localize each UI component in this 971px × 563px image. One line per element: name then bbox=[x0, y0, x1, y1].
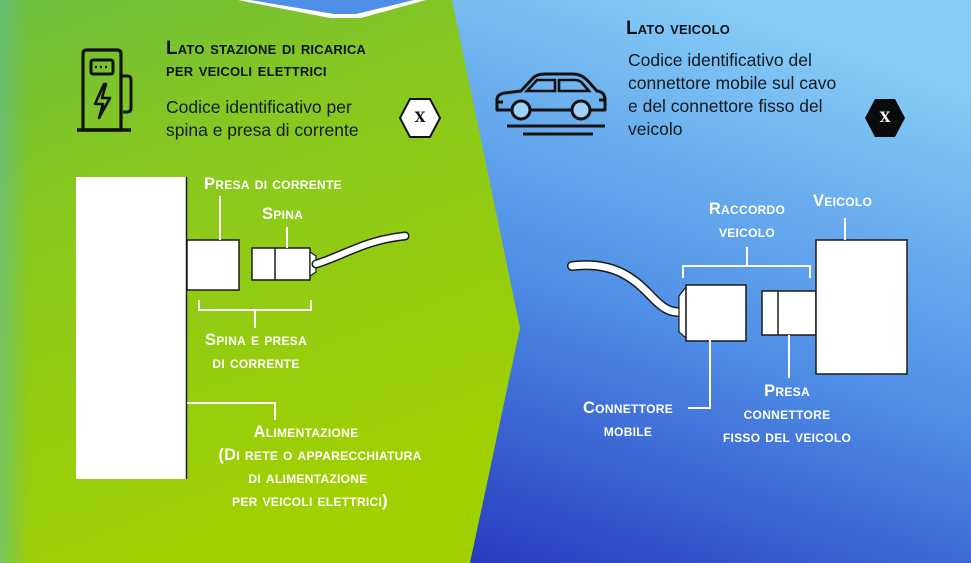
left-title: Lato stazione di ricarica per veicoli elettrici bbox=[166, 38, 366, 81]
label-presa-connettore: Presa connettore fisso del veicolo bbox=[722, 382, 852, 446]
label-connettore-mobile: Connettore mobile bbox=[582, 399, 674, 440]
label-presa-di-corrente: Presa di corrente bbox=[204, 175, 342, 193]
label-spina: Spina bbox=[262, 205, 304, 223]
label-spina-e-presa: Spina e presa di corrente bbox=[204, 331, 308, 372]
right-title: Lato veicolo bbox=[626, 18, 731, 39]
right-cable bbox=[572, 265, 685, 312]
right-code-badge-label: X bbox=[879, 110, 891, 126]
right-description: Codice identificativo del connettore mobile sul cavo e del connettore fisso del veicolo bbox=[628, 50, 837, 139]
vehicle-box bbox=[816, 240, 907, 374]
label-raccordo-veicolo: Raccordo veicolo bbox=[708, 200, 786, 241]
label-veicolo: Veicolo bbox=[813, 192, 873, 210]
left-description: Codice identificativo per spina e presa di corrente bbox=[166, 97, 359, 140]
left-code-badge-label: X bbox=[414, 110, 426, 126]
vehicle-inlet-shape bbox=[762, 291, 816, 335]
label-alimentazione: Alimentazione (Di rete o apparecchiatura di alimentazione per veicoli elettrici) bbox=[218, 423, 422, 510]
mobile-connector-shape bbox=[679, 285, 746, 341]
